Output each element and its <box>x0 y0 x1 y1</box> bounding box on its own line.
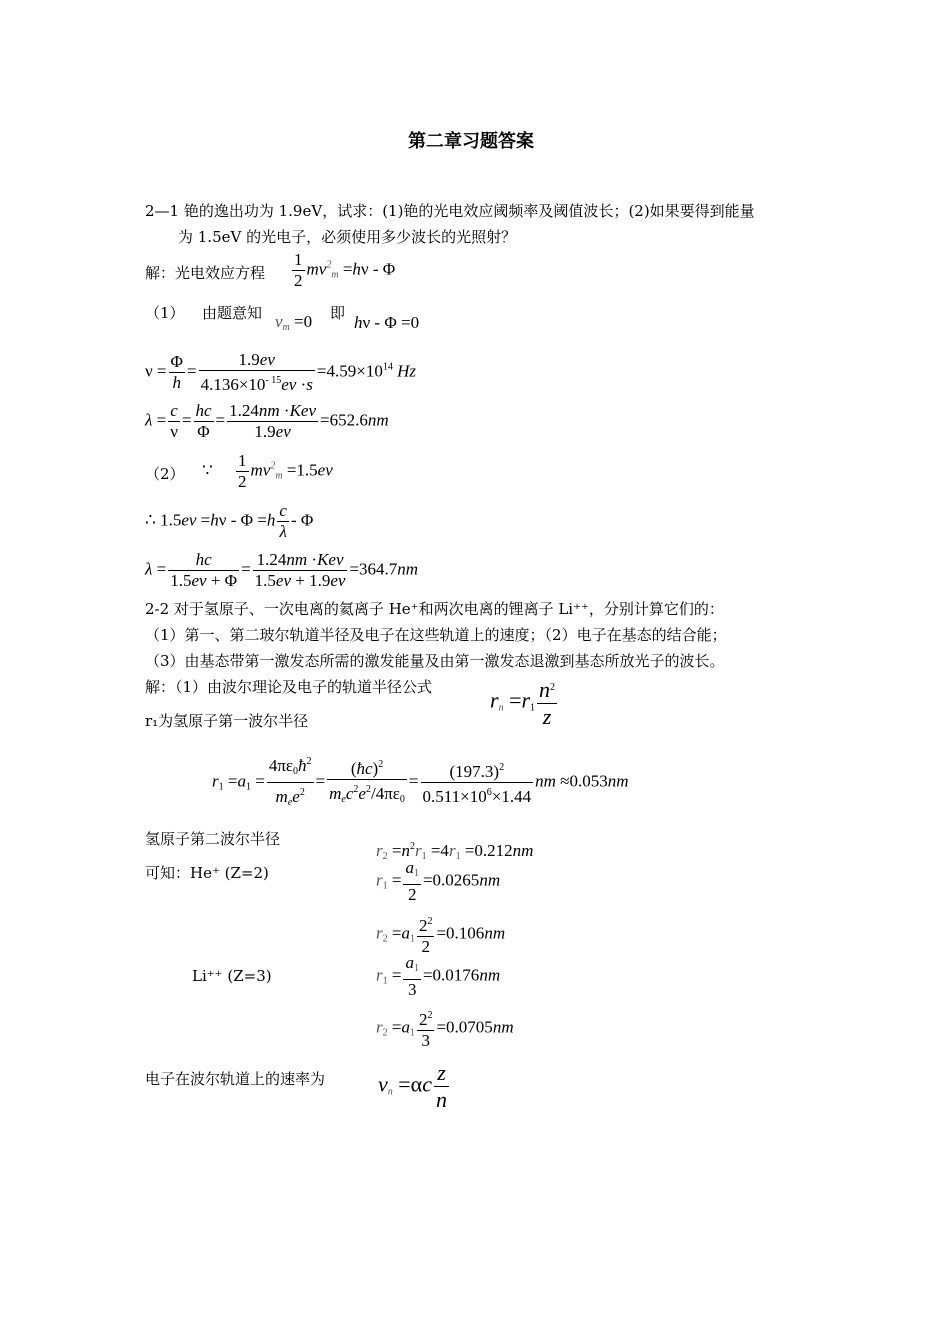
he-label: 可知：He⁺ (Z=2) <box>145 864 269 882</box>
q1-equation: hν - Φ =0 <box>354 313 420 332</box>
lambda1-equation: λ = $\frac{c}{\nu}$ = $\frac{hc}{\Phi}$ = $\frac{\text{1.24nm ·Kev}}{1.9ev}$ =652.6nm <box>145 401 389 441</box>
photoelectric-equation: $\frac{1}{2}$ $mv^2_m =h\nu - \Phi$ <box>294 250 396 290</box>
bohr-radius-formula: $r_n =r_1$ $\frac{n^2}{z}$ <box>490 677 556 729</box>
r1-value: (197.3) <box>449 762 500 781</box>
r1-equation: $r_1 =a_1$ = $\frac{4\pi\varepsilon_0ħ^2}{m_ee^2}$ = $\frac{(ħc)^2}{m_ec^2e^2/4\pi\varepsilon_0}$ = $\frac{(197.3)^2}{0.511\times 10^6\times 1.44}$ nm ≈0.053nm <box>212 752 628 813</box>
nu-num: 1.9 <box>238 350 260 369</box>
r1-den2: ×1.44 <box>491 787 532 806</box>
h-r2-equation: $r_2 =n^2r_1 =4r_1 =0.212nm$ <box>376 841 534 862</box>
therefore-symbol: ∴ <box>145 510 156 530</box>
nu-equation: ν = $\frac{\Phi}{h}$ = $\frac{1.9ev}{4.136\times 10^{- 15}ev \cdot s}$ $=4.59\times 10^{14}$ Hz <box>145 350 416 394</box>
lambda1-num: 1.24 <box>229 401 259 420</box>
li-r2-equation: $r_2 =a_1$ $\frac{2^2}{3}$ =0.0705nm <box>376 1006 514 1051</box>
he-r2-result: =0.106 <box>436 923 485 943</box>
h-r2-result: =0.212 <box>464 841 513 860</box>
lambda2-num: 1.24 <box>256 550 287 569</box>
q2-equation: $\frac{1}{2}$ $mv^2_m =1.5ev$ <box>238 451 333 491</box>
speed-formula: $v_n =\alpha c$ $\frac{z}{n}$ <box>378 1060 447 1112</box>
because-symbol: ∵ <box>202 461 213 480</box>
problem-2-1-line2: 为 1.5eV 的光电子，必须使用多少波长的光照射？ <box>178 228 517 246</box>
h-second-radius-label: 氢原子第二波尔半径 <box>145 830 281 848</box>
li-r1-result: =0.0176 <box>422 965 480 985</box>
nu-den: 4.136×10 <box>200 375 266 394</box>
r1-den: 0.511×10 <box>422 787 487 806</box>
he-r1-equation: $r_1$ = $\frac{a_1}{2}$ =0.0265nm <box>376 858 501 904</box>
therefore-equation: ∴ 1.5ev =hν - Φ =h $\frac{c}{\lambda}$ - Φ <box>145 501 314 541</box>
he-r1-result: =0.0265 <box>422 870 480 890</box>
q1-ji: 即 <box>330 304 346 322</box>
q1-condition: $v_m =0$ <box>275 312 313 333</box>
lambda1-result: =652.6 <box>320 410 368 430</box>
page-title: 第二章习题答案 <box>408 131 534 152</box>
he-r2-equation: $r_2 =a_1$ $\frac{2^2}{2}$ =0.106nm <box>376 912 505 957</box>
nu-result: =4.59×10 <box>316 361 383 381</box>
q1-label: （1） <box>145 304 185 322</box>
solution-2-2-intro: 解：（1）由波尔理论及电子的轨道半径公式 <box>145 678 433 696</box>
q1-text: 由题意知 <box>202 304 263 322</box>
lambda2-equation: λ = $\frac{hc}{1.5ev + \Phi}$ = $\frac{\text{1.24nm ·Kev}}{1.5ev + 1.9ev}$ =364.7nm <box>145 550 419 590</box>
q2-label: （2） <box>145 465 185 483</box>
lambda2-result: =364.7 <box>349 559 398 579</box>
r1-result: ≈0.053 <box>560 771 608 791</box>
solution-intro: 解：光电效应方程 <box>145 264 266 282</box>
lambda1-den: 1.9 <box>254 422 276 441</box>
problem-2-1-line1: 2—1 铯的逸出功为 1.9eV，试求：(1)铯的光电效应阈频率及阈值波长；(2)如果要得到能量 <box>145 202 755 220</box>
problem-2-2-line2: （1）第一、第二玻尔轨道半径及电子在这些轨道上的速度；（2）电子在基态的结合能； <box>145 626 727 644</box>
problem-2-2-line3: （3）由基态带第一激发态所需的激发能量及由第一激发态退激到基态所放光子的波长。 <box>145 652 725 670</box>
li-r2-result: =0.0705 <box>436 1017 493 1037</box>
problem-2-2-line1: 2-2 对于氢原子、一次电离的氦离子 He⁺和两次电离的锂离子 Li⁺⁺，分别计算它们的： <box>145 600 724 618</box>
li-r1-equation: $r_1$ = $\frac{a_1}{3}$ =0.0176nm <box>376 953 501 999</box>
li-label: Li⁺⁺ (Z=3) <box>192 967 272 985</box>
r1-description: r₁为氢原子第一波尔半径 <box>145 712 309 730</box>
speed-label: 电子在波尔轨道上的速率为 <box>145 1070 326 1088</box>
unit-hz: Hz <box>397 361 416 381</box>
